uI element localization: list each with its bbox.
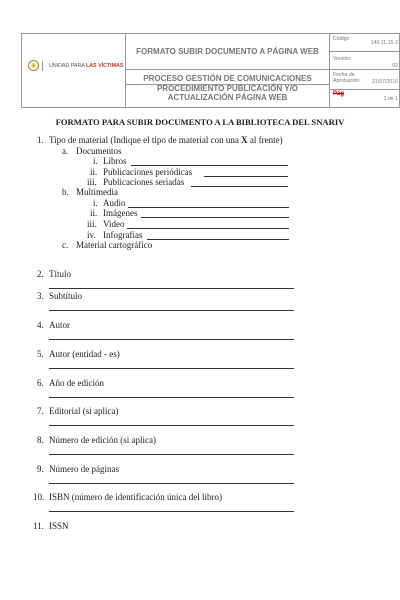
version-label: Versión: (333, 56, 352, 62)
field-9-label: Número de páginas (49, 464, 119, 474)
logo-text-prefix: UNIDAD PARA (49, 62, 85, 69)
field-4-input-line[interactable] (49, 339, 294, 340)
field-7-number: 7. (37, 406, 44, 416)
field-6-input-line[interactable] (49, 397, 294, 398)
field-4-number: 4. (37, 320, 44, 330)
field-5-number: 5. (37, 349, 44, 359)
item-1-label: Tipo de material (Indique el tipo de material con una X al frente) (49, 135, 283, 145)
field-7-label: Editorial (si aplica) (49, 406, 119, 416)
code-label: Código: (333, 36, 351, 42)
logo-cell (22, 34, 126, 107)
coat-of-arms-icon (28, 60, 39, 71)
field-3-input-line[interactable] (49, 310, 294, 311)
field-6-label: Año de edición (49, 378, 104, 388)
option-audio-label: Audio (103, 198, 126, 208)
libros-input-line[interactable] (131, 165, 288, 166)
field-8-label: Número de edición (si aplica) (49, 435, 156, 445)
field-10-label: ISBN (número de identificación única del libro) (49, 492, 222, 502)
infografias-input-line[interactable] (147, 239, 289, 240)
document-header (21, 33, 400, 108)
field-8-number: 8. (37, 435, 44, 445)
option-periodicas-label: Publicaciones periódicas (103, 167, 193, 177)
audio-input-line[interactable] (128, 207, 289, 208)
date-value: 21/07/2016 (372, 79, 398, 85)
option-libros-label: Libros (103, 156, 127, 166)
page-label-struck: Pág (333, 91, 345, 97)
option-b-label: Multimedia (76, 187, 118, 197)
field-3-number: 3. (37, 291, 44, 301)
field-10-number: 10. (33, 492, 45, 502)
imagenes-input-line[interactable] (141, 217, 289, 218)
page-value: 1 de 1 (383, 96, 398, 102)
option-a-label: Documentos (76, 146, 122, 156)
option-imagenes-label: Imágenes (103, 208, 138, 218)
video-input-line[interactable] (127, 228, 289, 229)
field-2-input-line[interactable] (49, 288, 294, 289)
field-7-input-line[interactable] (49, 425, 294, 426)
field-6-number: 6. (37, 378, 44, 388)
field-10-input-line[interactable] (49, 511, 294, 512)
field-4-label: Autor (49, 320, 70, 330)
option-infografias-label: Infografías (103, 230, 143, 240)
version-value: 02 (392, 63, 398, 69)
item-1-number: 1. (37, 135, 44, 145)
date-label: Fecha de Aprobación: (333, 72, 361, 84)
unidad-victimas-logo (28, 60, 123, 71)
process-name: PROCESO GESTIÓN DE COMUNICACIONES (126, 75, 329, 86)
option-seriadas-label: Publicaciones seriadas (103, 177, 185, 187)
option-c-label: Material cartográfico (76, 240, 153, 250)
logo-text-emphasis: LAS VÍCTIMAS (86, 62, 124, 69)
field-9-number: 9. (37, 464, 44, 474)
field-2-number: 2. (37, 269, 44, 279)
seriadas-input-line[interactable] (191, 186, 288, 187)
periodicas-input-line[interactable] (204, 176, 288, 177)
field-9-input-line[interactable] (49, 483, 294, 484)
field-5-label: Autor (entidad - es) (49, 349, 120, 359)
field-11-label: ISSN (49, 521, 69, 531)
document-title: FORMATO PARA SUBIR DOCUMENTO A LA BIBLIOTECA DEL SNARIV (55, 117, 345, 127)
code-value: 140.11.15-2 (370, 40, 398, 46)
field-11-number: 11. (33, 521, 44, 531)
field-8-input-line[interactable] (49, 454, 294, 455)
option-c-letter: c. (62, 240, 69, 250)
option-b-letter: b. (62, 187, 69, 197)
field-5-input-line[interactable] (49, 368, 294, 369)
option-video-label: Video (103, 219, 125, 229)
option-a-letter: a. (62, 146, 69, 156)
procedure-name: PROCEDIMIENTO PUBLICACIÓN Y/O ACTUALIZACIÓN PÁGINA WEB (156, 84, 299, 102)
field-2-label: Título (49, 269, 71, 279)
field-3-label: Subtítulo (49, 291, 83, 301)
format-title: FORMATO SUBIR DOCUMENTO A PÁGINA WEB (126, 34, 329, 70)
